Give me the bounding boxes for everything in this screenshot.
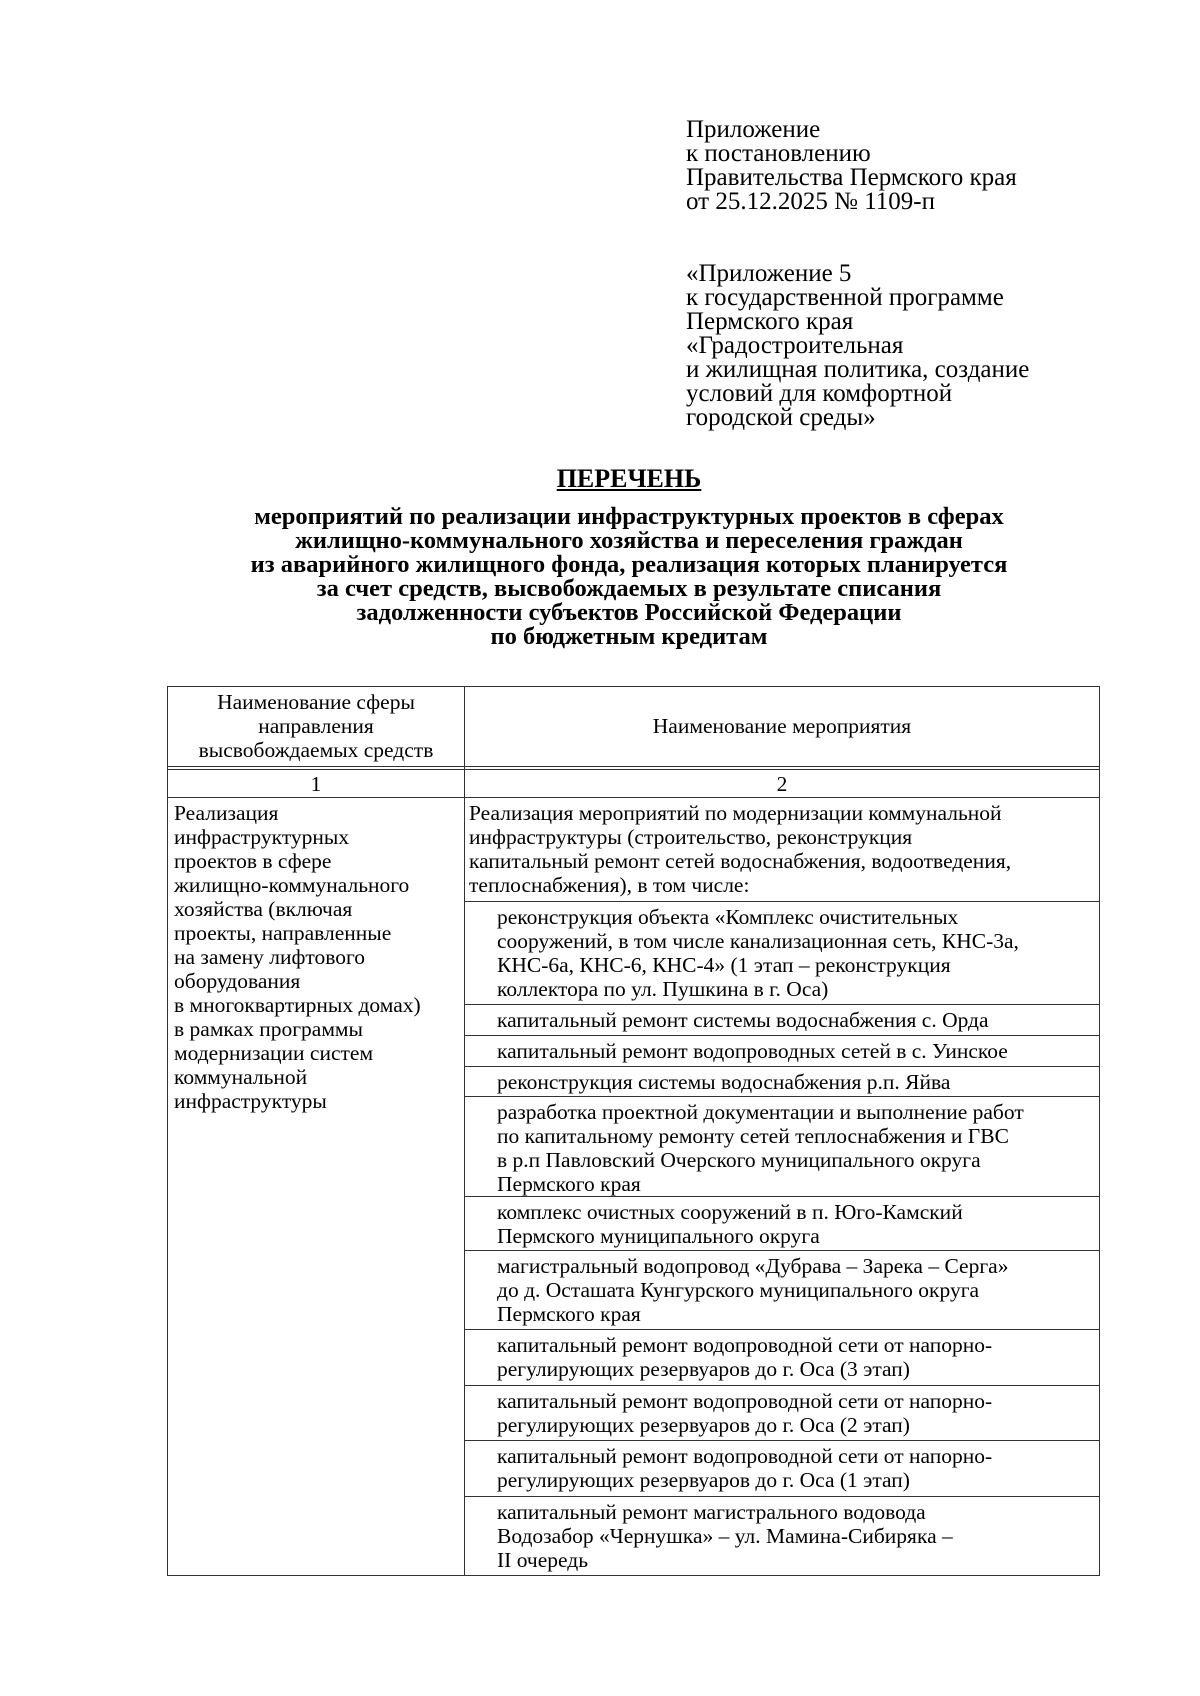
measure-line: коллектора по ул. Пушкина в г. Оса) bbox=[497, 977, 829, 1001]
table-border bbox=[464, 1096, 1100, 1097]
measure-line: регулирующих резервуаров до г. Оса (3 этап) bbox=[497, 1357, 910, 1381]
measure-line: реконструкция объекта «Комплекс очистительных bbox=[497, 905, 959, 929]
table-border bbox=[167, 766, 1100, 767]
subtitle-line: по бюджетным кредитам bbox=[490, 623, 768, 650]
measure-line: разработка проектной документации и выполнение работ bbox=[497, 1100, 1024, 1124]
table-border bbox=[464, 1440, 1100, 1441]
column-header-line: высвобождаемых средств bbox=[198, 738, 434, 762]
measure-row bbox=[497, 1500, 953, 1572]
table-border bbox=[464, 1196, 1100, 1197]
program-appendix-line: городской среды» bbox=[686, 404, 876, 431]
column-number-1: 1 bbox=[310, 772, 322, 796]
table-border bbox=[167, 686, 168, 1575]
measure-line: регулирующих резервуаров до г. Оса (1 этап) bbox=[497, 1468, 910, 1492]
appendix-line: от 25.12.2025 № 1109-п bbox=[686, 188, 935, 215]
program-appendix-line: «Приложение 5 bbox=[686, 260, 852, 287]
column-header-sphere bbox=[168, 690, 464, 762]
measure-line: Реализация мероприятий по модернизации коммунальной bbox=[469, 801, 1002, 825]
table-border bbox=[464, 1496, 1100, 1497]
subtitle-line: жилищно-коммунального хозяйства и переселения граждан bbox=[295, 527, 963, 554]
measure-line: в р.п Павловский Очерского муниципального округа bbox=[497, 1148, 981, 1172]
program-appendix-line: «Градостроительная bbox=[686, 332, 904, 359]
table-border bbox=[167, 1575, 1100, 1576]
program-appendix-line: и жилищная политика, создание bbox=[686, 356, 1030, 383]
sphere-line: на замену лифтового bbox=[174, 945, 366, 969]
table-border bbox=[464, 1250, 1100, 1251]
measure-line: капитальный ремонт водопроводных сетей в с. Уинское bbox=[497, 1039, 1008, 1063]
measure-line: Водозабор «Чернушка» – ул. Мамина-Сибиряка – bbox=[497, 1524, 953, 1548]
table-border bbox=[167, 797, 1100, 798]
table-border bbox=[1099, 686, 1100, 1575]
sphere-line: проектов в сфере bbox=[174, 849, 332, 873]
sphere-cell bbox=[174, 801, 421, 1113]
measure-line: комплекс очистных сооружений в п. Юго-Камский bbox=[497, 1200, 963, 1224]
table-border bbox=[464, 1385, 1100, 1386]
measure-line: капитальный ремонт водопроводной сети от напорно- bbox=[497, 1444, 993, 1468]
table-border bbox=[167, 769, 1100, 770]
table-border bbox=[464, 686, 465, 1575]
table-border bbox=[464, 1004, 1100, 1005]
measure-line: Пермского муниципального округа bbox=[497, 1224, 820, 1248]
measure-line: капитальный ремонт системы водоснабжения с. Орда bbox=[497, 1008, 989, 1032]
table-border bbox=[464, 1066, 1100, 1067]
measure-line: инфраструктуры (строительство, реконструкция bbox=[469, 825, 913, 849]
sphere-line: проекты, направленные bbox=[174, 921, 392, 945]
sphere-line: коммунальной bbox=[174, 1065, 308, 1089]
appendix-line: Правительства Пермского края bbox=[686, 164, 1017, 191]
sphere-line: инфраструктуры bbox=[174, 1089, 327, 1113]
program-appendix-line: к государственной программе bbox=[686, 284, 1004, 311]
table-border bbox=[464, 901, 1100, 902]
column-header-line: Наименование мероприятия bbox=[652, 714, 912, 738]
measure-line: регулирующих резервуаров до г. Оса (2 этап) bbox=[497, 1413, 910, 1437]
sphere-line: оборудования bbox=[174, 969, 301, 993]
column-header-measure bbox=[465, 714, 1099, 738]
column-header-line: направления bbox=[258, 714, 374, 738]
measure-line: II очередь bbox=[497, 1548, 588, 1572]
measure-line: сооружений, в том числе канализационная сеть, КНС-3а, bbox=[497, 929, 1019, 953]
measure-row bbox=[497, 1008, 989, 1032]
measure-row bbox=[497, 905, 1019, 1001]
measure-row bbox=[469, 801, 1011, 897]
measure-line: капитальный ремонт сетей водоснабжения, водоотведения, bbox=[469, 849, 1012, 873]
document-title: ПЕРЕЧЕНЬ bbox=[556, 464, 702, 493]
measure-row bbox=[497, 1070, 950, 1094]
program-appendix-line: условий для комфортной bbox=[686, 380, 953, 407]
measure-line: реконструкция системы водоснабжения р.п. Яйва bbox=[497, 1070, 951, 1094]
sphere-line: Реализация bbox=[174, 801, 279, 825]
subtitle-line: из аварийного жилищного фонда, реализация которых планируется bbox=[250, 551, 1008, 578]
measure-row bbox=[497, 1100, 1024, 1196]
measure-line: КНС-6а, КНС-6, КНС-4» (1 этап – реконструкция bbox=[497, 953, 951, 977]
column-number-2: 2 bbox=[776, 772, 788, 796]
measure-row bbox=[497, 1254, 1008, 1326]
table-border bbox=[464, 1329, 1100, 1330]
measure-row bbox=[497, 1444, 992, 1492]
measure-row bbox=[497, 1200, 963, 1248]
program-appendix-line: Пермского края bbox=[686, 308, 854, 335]
sphere-line: инфраструктурных bbox=[174, 825, 350, 849]
measure-line: капитальный ремонт водопроводной сети от напорно- bbox=[497, 1333, 993, 1357]
measure-line: по капитальному ремонту сетей теплоснабжения и ГВС bbox=[497, 1124, 1009, 1148]
measure-line: Пермского края bbox=[497, 1302, 641, 1326]
measure-line: капитальный ремонт магистрального водовода bbox=[497, 1500, 926, 1524]
measure-row bbox=[497, 1389, 992, 1437]
measure-line: Пермского края bbox=[497, 1172, 641, 1196]
sphere-line: в рамках программы bbox=[174, 1017, 363, 1041]
measure-line: магистральный водопровод «Дубрава – Зарека – Серга» bbox=[497, 1254, 1009, 1278]
appendix-line: Приложение bbox=[686, 116, 821, 143]
measure-row bbox=[497, 1333, 992, 1381]
table-border bbox=[167, 686, 1100, 687]
subtitle-line: задолженности субъектов Российской Федерации bbox=[356, 599, 902, 626]
table-border bbox=[464, 1035, 1100, 1036]
subtitle-line: мероприятий по реализации инфраструктурных проектов в сферах bbox=[254, 503, 1004, 530]
subtitle-line: за счет средств, высвобождаемых в результате списания bbox=[316, 575, 942, 602]
measure-line: до д. Осташата Кунгурского муниципального округа bbox=[497, 1278, 980, 1302]
sphere-line: модернизации систем bbox=[174, 1041, 374, 1065]
measure-row bbox=[497, 1039, 1008, 1063]
sphere-line: хозяйства (включая bbox=[174, 897, 353, 921]
measure-line: теплоснабжения), в том числе: bbox=[469, 873, 750, 897]
sphere-line: в многоквартирных домах) bbox=[174, 993, 421, 1017]
appendix-line: к постановлению bbox=[686, 140, 871, 167]
column-header-line: Наименование сферы bbox=[217, 690, 415, 714]
measure-line: капитальный ремонт водопроводной сети от напорно- bbox=[497, 1389, 993, 1413]
sphere-line: жилищно-коммунального bbox=[174, 873, 410, 897]
